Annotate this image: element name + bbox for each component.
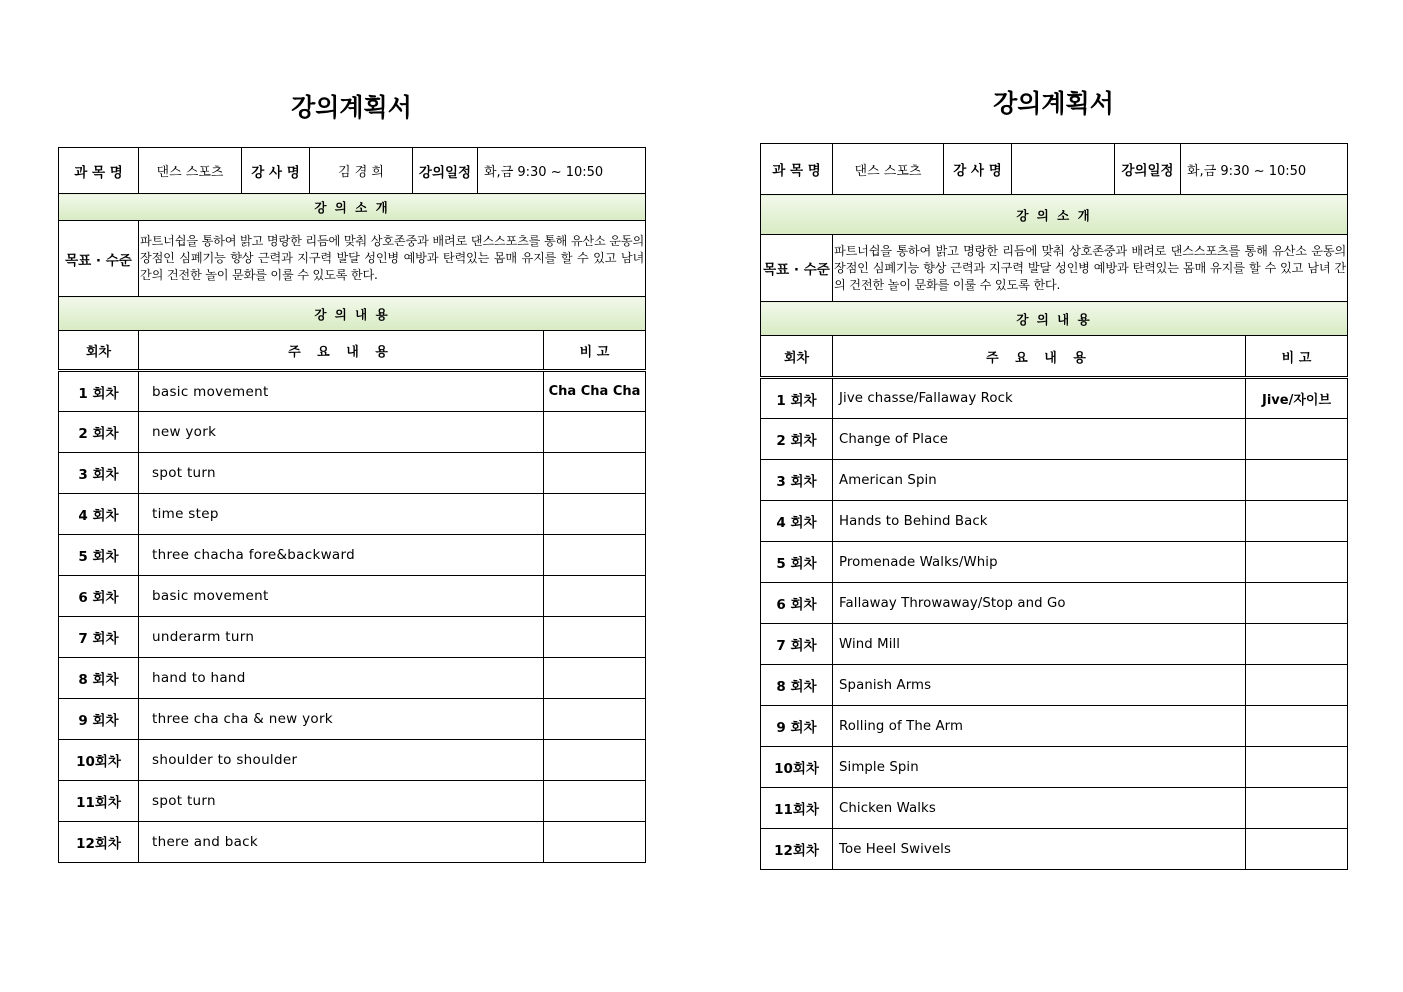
session-row xyxy=(59,740,646,781)
session-number: 12회차 xyxy=(761,829,833,870)
session-note xyxy=(1246,624,1348,665)
content-column-header: 주 요 내 용 xyxy=(139,331,544,371)
session-content: three chacha fore&backward xyxy=(139,535,544,576)
session-number: 11회차 xyxy=(59,781,139,822)
session-number: 9 회차 xyxy=(761,706,833,747)
session-row xyxy=(761,624,1348,665)
course-plan-table xyxy=(760,143,1348,870)
session-note xyxy=(544,412,646,453)
session-content: three cha cha & new york xyxy=(139,699,544,740)
column-header-row xyxy=(59,331,646,371)
session-content: hand to hand xyxy=(139,658,544,699)
session-column-header: 회차 xyxy=(59,331,139,371)
session-row xyxy=(59,699,646,740)
session-number: 5 회차 xyxy=(59,535,139,576)
session-note xyxy=(544,699,646,740)
session-row xyxy=(59,781,646,822)
session-note xyxy=(544,781,646,822)
session-number: 4 회차 xyxy=(59,494,139,535)
page-title: 강의계획서 xyxy=(291,93,412,122)
session-number: 10회차 xyxy=(59,740,139,781)
session-row xyxy=(761,419,1348,460)
session-note xyxy=(1246,542,1348,583)
session-note xyxy=(544,576,646,617)
course-info-row xyxy=(59,148,646,194)
left-plan-sheet xyxy=(58,88,645,863)
right-plan-sheet xyxy=(760,84,1347,870)
session-row xyxy=(761,501,1348,542)
goal-text: 파트너쉽을 통하여 밝고 명랑한 리듬에 맞춰 상호존중과 배려로 댄스스포츠를 통해 유산소 운동의 장점인 심폐기능 향상 근력과 지구력 발달 성인병 예방과 탄력있는 몸매 유지를 할 수 있고 남녀 간의 건전한 놀이 문화를 이룰 수 있도록 한다. xyxy=(139,221,646,297)
session-row xyxy=(59,822,646,863)
session-row xyxy=(761,378,1348,419)
session-number: 4 회차 xyxy=(761,501,833,542)
content-section-header: 강 의 내 용 xyxy=(59,297,646,331)
subject-value: 댄스 스포츠 xyxy=(139,148,242,194)
session-content: Rolling of The Arm xyxy=(833,706,1246,747)
session-content: Chicken Walks xyxy=(833,788,1246,829)
session-note xyxy=(544,494,646,535)
session-row xyxy=(59,535,646,576)
session-note xyxy=(544,535,646,576)
session-row xyxy=(761,665,1348,706)
schedule-label: 강의일정 xyxy=(413,148,478,194)
subject-label: 과 목 명 xyxy=(761,144,833,195)
session-number: 6 회차 xyxy=(761,583,833,624)
session-row xyxy=(59,453,646,494)
session-note xyxy=(1246,501,1348,542)
session-note xyxy=(1246,460,1348,501)
session-content: Promenade Walks/Whip xyxy=(833,542,1246,583)
session-content: American Spin xyxy=(833,460,1246,501)
session-number: 7 회차 xyxy=(59,617,139,658)
instructor-value: 김 경 희 xyxy=(310,148,413,194)
session-number: 12회차 xyxy=(59,822,139,863)
session-content: basic movement xyxy=(139,371,544,412)
session-row xyxy=(59,576,646,617)
session-column-header: 회차 xyxy=(761,336,833,378)
subject-value: 댄스 스포츠 xyxy=(833,144,944,195)
course-info-row xyxy=(761,144,1348,195)
course-plan-table xyxy=(58,147,646,863)
session-row xyxy=(59,658,646,699)
session-note xyxy=(544,453,646,494)
content-column-header: 주 요 내 용 xyxy=(833,336,1246,378)
content-section-header: 강 의 내 용 xyxy=(761,302,1348,336)
intro-section-header: 강 의 소 개 xyxy=(761,195,1348,235)
session-note xyxy=(1246,706,1348,747)
goal-label: 목표 · 수준 xyxy=(59,221,139,297)
schedule-value: 화,금 9:30 ~ 10:50 xyxy=(478,148,646,194)
session-content: underarm turn xyxy=(139,617,544,658)
session-content: Fallaway Throwaway/Stop and Go xyxy=(833,583,1246,624)
session-content: Hands to Behind Back xyxy=(833,501,1246,542)
session-row xyxy=(761,829,1348,870)
session-content: Jive chasse/Fallaway Rock xyxy=(833,378,1246,419)
session-note xyxy=(1246,583,1348,624)
session-number: 5 회차 xyxy=(761,542,833,583)
session-note xyxy=(1246,829,1348,870)
session-content: Spanish Arms xyxy=(833,665,1246,706)
session-content: there and back xyxy=(139,822,544,863)
session-number: 3 회차 xyxy=(761,460,833,501)
session-number: 9 회차 xyxy=(59,699,139,740)
column-header-row xyxy=(761,336,1348,378)
session-row xyxy=(59,617,646,658)
session-note xyxy=(544,822,646,863)
session-note xyxy=(1246,747,1348,788)
session-number: 6 회차 xyxy=(59,576,139,617)
session-number: 8 회차 xyxy=(761,665,833,706)
page-title: 강의계획서 xyxy=(993,89,1114,118)
session-row xyxy=(761,542,1348,583)
session-content: Wind Mill xyxy=(833,624,1246,665)
note-column-header: 비 고 xyxy=(544,331,646,371)
session-note xyxy=(544,658,646,699)
session-row xyxy=(761,747,1348,788)
schedule-label: 강의일정 xyxy=(1115,144,1181,195)
session-number: 8 회차 xyxy=(59,658,139,699)
session-content: Simple Spin xyxy=(833,747,1246,788)
note-column-header: 비 고 xyxy=(1246,336,1348,378)
schedule-value: 화,금 9:30 ~ 10:50 xyxy=(1181,144,1348,195)
subject-label: 과 목 명 xyxy=(59,148,139,194)
session-row xyxy=(59,371,646,412)
session-note xyxy=(544,740,646,781)
session-note xyxy=(1246,788,1348,829)
instructor-value xyxy=(1012,144,1115,195)
session-note xyxy=(1246,419,1348,460)
session-content: new york xyxy=(139,412,544,453)
session-content: spot turn xyxy=(139,781,544,822)
session-content: Change of Place xyxy=(833,419,1246,460)
instructor-label: 강 사 명 xyxy=(242,148,310,194)
session-note: Jive/자이브 xyxy=(1246,378,1348,419)
session-number: 10회차 xyxy=(761,747,833,788)
session-content: spot turn xyxy=(139,453,544,494)
session-row xyxy=(761,583,1348,624)
session-number: 7 회차 xyxy=(761,624,833,665)
goal-label: 목표 · 수준 xyxy=(761,235,833,302)
session-row xyxy=(761,788,1348,829)
session-note xyxy=(544,617,646,658)
session-content: time step xyxy=(139,494,544,535)
session-note: Cha Cha Cha xyxy=(544,371,646,412)
session-content: Toe Heel Swivels xyxy=(833,829,1246,870)
session-number: 2 회차 xyxy=(761,419,833,460)
session-number: 1 회차 xyxy=(59,371,139,412)
session-note xyxy=(1246,665,1348,706)
session-content: shoulder to shoulder xyxy=(139,740,544,781)
session-row xyxy=(59,494,646,535)
session-number: 1 회차 xyxy=(761,378,833,419)
instructor-label: 강 사 명 xyxy=(944,144,1012,195)
intro-section-header: 강 의 소 개 xyxy=(59,194,646,221)
session-content: basic movement xyxy=(139,576,544,617)
session-number: 3 회차 xyxy=(59,453,139,494)
session-number: 2 회차 xyxy=(59,412,139,453)
session-row xyxy=(761,706,1348,747)
goal-text: 파트너쉽을 통하여 밝고 명랑한 리듬에 맞춰 상호존중과 배려로 댄스스포츠를 통해 유산소 운동의 장점인 심폐기능 향상 근력과 지구력 발달 성인병 예방과 탄력있는 몸매 유지를 할 수 있고 남녀 간의 건전한 놀이 문화를 이룰 수 있도록 한다. xyxy=(833,235,1348,302)
session-row xyxy=(761,460,1348,501)
session-number: 11회차 xyxy=(761,788,833,829)
session-row xyxy=(59,412,646,453)
